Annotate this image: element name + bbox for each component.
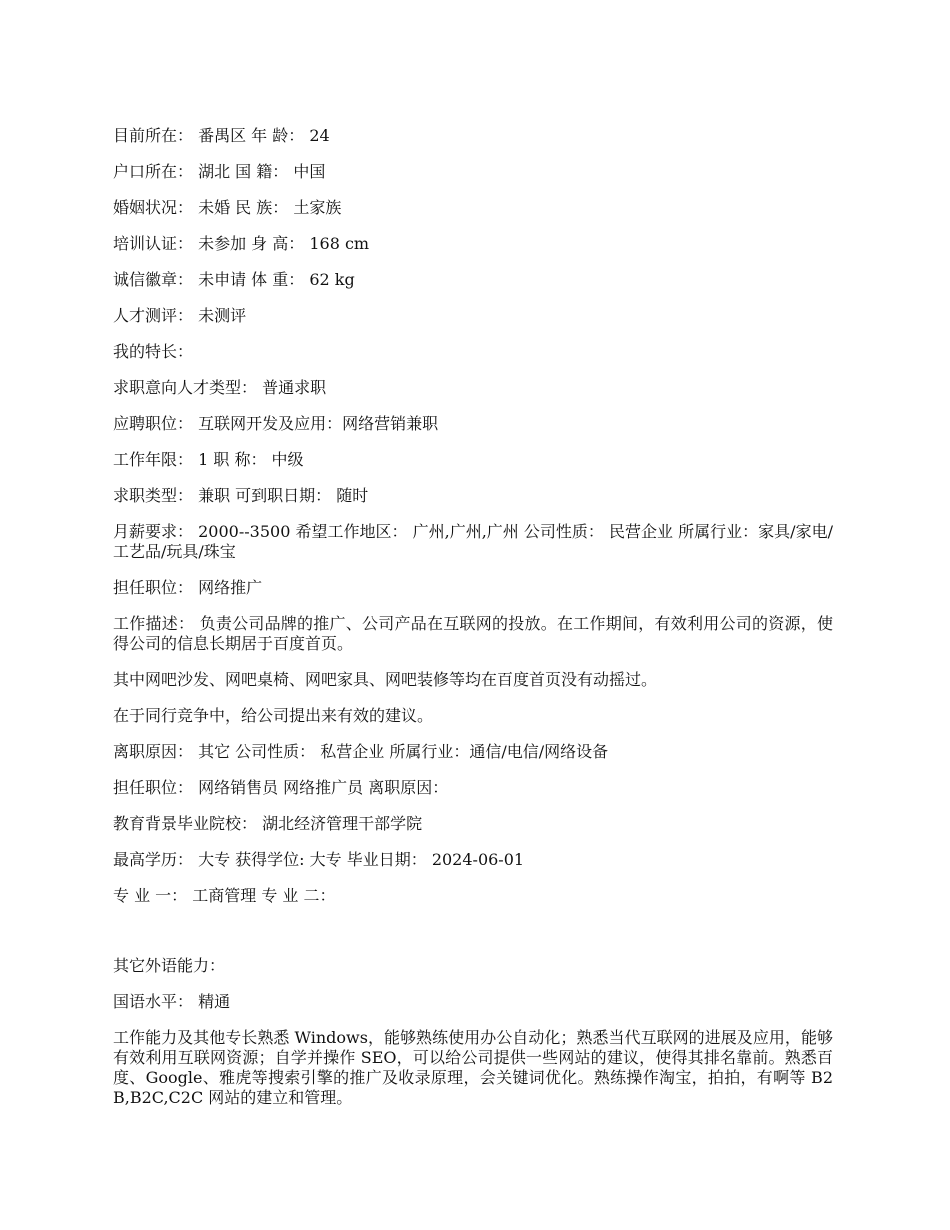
training-height-line: 培训认证： 未参加 身 高： 168 cm (113, 234, 370, 253)
specialties-line: 我的特长： (113, 342, 194, 361)
job-type-availability-line: 求职类型： 兼职 可到职日期： 随时 (113, 486, 369, 505)
resume-document (113, 126, 833, 1124)
talent-assessment-line: 人才测评： 未测评 (113, 306, 247, 325)
education-school-line: 教育背景毕业院校： 湖北经济管理干部学院 (113, 814, 423, 833)
majors-line: 专 业 一： 工商管理 专 业 二： (113, 886, 336, 905)
competition-line: 在于同行竞争中，给公司提出来有效的建议。 (113, 706, 434, 725)
skills-paragraph: 工作能力及其他专长熟悉 Windows，能够熟练使用办公自动化；熟悉当代互联网的进展及应用，能够有效利用互联网资源；自学并操作 SEO，可以给公司提供一些网站的建议，使得其排名靠前。熟悉百度、Google、雅虎等搜索引擎的推广及收录原理，会关键词优化。熟练操作淘宝，拍拍，有啊等 B2B,B2C,C2C 网站的建立和管理。 (113, 1028, 833, 1107)
salary-region-industry-line: 月薪要求： 2000--3500 希望工作地区： 广州,广州,广州 公司性质： 民营企业 所属行业：家具/家电/工艺品/玩具/珠宝 (113, 522, 833, 561)
hukou-nationality-line: 户口所在： 湖北 国 籍： 中国 (113, 162, 326, 181)
leave-reason-line: 离职原因： 其它 公司性质： 私营企业 所属行业：通信/电信/网络设备 (113, 742, 609, 761)
applied-position-line: 应聘职位： 互联网开发及应用：网络营销兼职 (113, 414, 439, 433)
job-description-detail-line: 其中网吧沙发、网吧桌椅、网吧家具、网吧装修等均在百度首页没有动摇过。 (113, 670, 658, 689)
badge-weight-line: 诚信徽章： 未申请 体 重： 62 kg (113, 270, 355, 289)
position-held-2-line: 担任职位： 网络销售员 网络推广员 离职原因： (113, 778, 449, 797)
job-intent-type-line: 求职意向人才类型： 普通求职 (113, 378, 327, 397)
mandarin-level-line: 国语水平： 精通 (113, 992, 231, 1011)
job-description-paragraph: 工作描述： 负责公司品牌的推广、公司产品在互联网的投放。在工作期间，有效利用公司的资源，使得公司的信息长期居于百度首页。 (113, 614, 833, 653)
section-gap (113, 922, 833, 956)
work-years-title-line: 工作年限： 1 职 称： 中级 (113, 450, 304, 469)
degree-graduation-line: 最高学历： 大专 获得学位: 大专 毕业日期： 2024-06-01 (113, 850, 525, 869)
other-languages-line: 其它外语能力： (113, 956, 226, 975)
position-held-line: 担任职位： 网络推广 (113, 578, 263, 597)
marital-ethnicity-line: 婚姻状况： 未婚 民 族： 土家族 (113, 198, 342, 217)
current-location-age-line: 目前所在： 番禺区 年 龄： 24 (113, 126, 330, 145)
